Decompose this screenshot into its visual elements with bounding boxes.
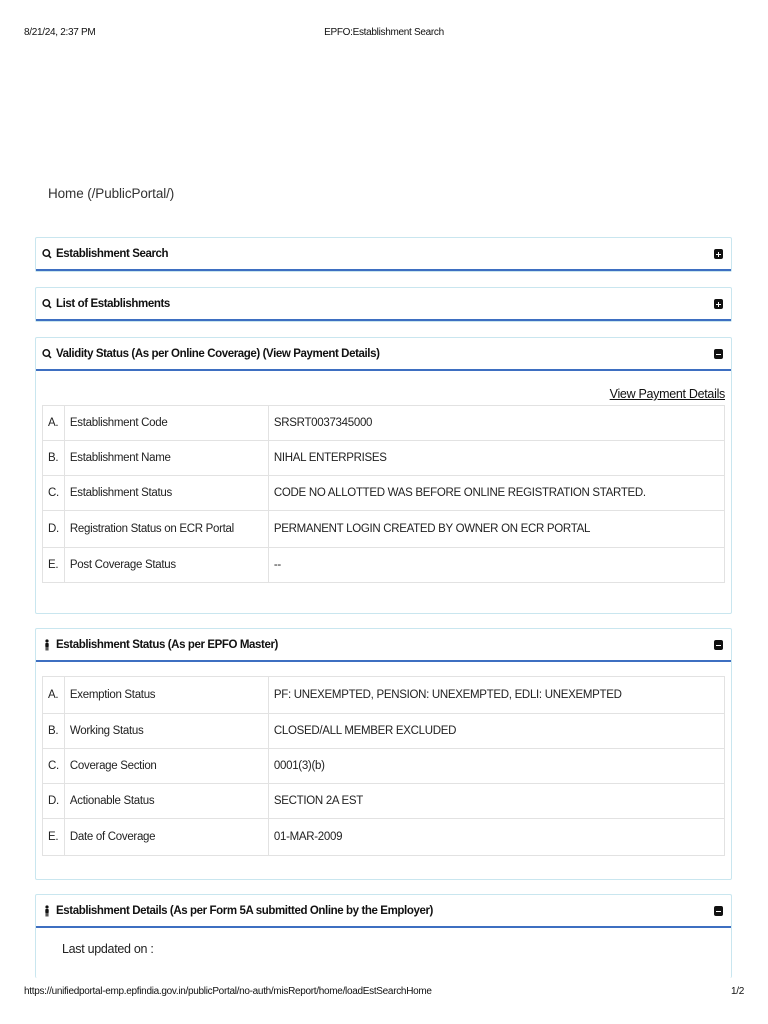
row-value: NIHAL ENTERPRISES [268,441,724,476]
table-row [43,406,725,441]
panel-body [36,371,731,583]
table-row [43,476,725,511]
expand-icon[interactable] [714,249,723,259]
row-label: Coverage Section [64,749,268,784]
panel-establishment-details [35,894,732,978]
panel-heading-establishment-search[interactable] [36,238,731,271]
table-row [43,714,725,749]
row-value: CODE NO ALLOTTED WAS BEFORE ONLINE REGISTRATION STARTED. [268,476,724,511]
row-label: Exemption Status [64,677,268,714]
row-letter: E. [43,548,65,583]
row-value: 0001(3)(b) [268,749,724,784]
row-value: SECTION 2A EST [268,784,724,819]
collapse-icon[interactable] [714,640,723,650]
panel-epfo-master-status [35,628,732,880]
row-letter: E. [43,819,65,856]
panel-heading-establishment-details[interactable] [36,895,731,928]
panel-title: List of Establishments [56,297,170,310]
panel-title: Establishment Details (As per Form 5A submitted Online by the Employer) [56,904,433,917]
print-url: https://unifiedportal-emp.epfindia.gov.in/publicPortal/no-auth/misReport/home/loadEstSearchHome [24,986,432,997]
row-value: SRSRT0037345000 [268,406,724,441]
expand-icon[interactable] [714,299,723,309]
panel-heading-epfo-master-status[interactable] [36,629,731,662]
row-label: Post Coverage Status [64,548,268,583]
panel-title: Establishment Search [56,247,169,260]
table-row [43,548,725,583]
epfo-master-table [42,676,725,856]
validity-status-table [42,405,725,583]
panel-title: Validity Status (As per Online Coverage) (View Payment Details) [56,347,380,360]
row-value: PF: UNEXEMPTED, PENSION: UNEXEMPTED, EDLI: UNEXEMPTED [268,677,724,714]
row-letter: D. [43,784,65,819]
row-letter: D. [43,511,65,548]
table-row [43,511,725,548]
print-header [0,27,768,41]
print-page-number: 1/2 [730,986,744,997]
collapse-icon[interactable] [714,349,723,359]
row-label: Establishment Name [64,441,268,476]
row-label: Actionable Status [64,784,268,819]
panel-title: Establishment Status (As per EPFO Master) [56,638,278,651]
person-icon [42,905,52,917]
row-value: PERMANENT LOGIN CREATED BY OWNER ON ECR PORTAL [268,511,724,548]
row-label: Establishment Code [64,406,268,441]
row-value: 01-MAR-2009 [268,819,724,856]
row-letter: B. [43,441,65,476]
row-letter: A. [43,406,65,441]
table-row [43,784,725,819]
row-label: Establishment Status [64,476,268,511]
row-label: Registration Status on ECR Portal [64,511,268,548]
table-row [43,819,725,856]
row-letter: A. [43,677,65,714]
search-icon [42,248,52,260]
search-icon [42,348,52,360]
table-row [43,441,725,476]
print-footer [0,986,768,1000]
last-updated-label: Last updated on : [62,942,154,956]
table-row [43,677,725,714]
row-letter: B. [43,714,65,749]
panel-validity-status [35,337,732,614]
breadcrumb-home-link[interactable]: Home (/PublicPortal/) [48,186,175,201]
print-page-title: EPFO:Establishment Search [324,27,444,38]
search-icon [42,298,52,310]
row-label: Working Status [64,714,268,749]
print-datetime: 8/21/24, 2:37 PM [24,27,96,38]
panel-body [36,662,731,856]
row-label: Date of Coverage [64,819,268,856]
view-payment-details-link[interactable]: View Payment Details [609,387,725,401]
table-row [43,749,725,784]
panel-establishment-search [35,237,732,272]
row-value: -- [268,548,724,583]
row-letter: C. [43,476,65,511]
person-icon [42,639,52,651]
panel-heading-validity-status[interactable] [36,338,731,371]
collapse-icon[interactable] [714,906,723,916]
panel-list-of-establishments [35,287,732,322]
row-letter: C. [43,749,65,784]
panel-heading-list-of-establishments[interactable] [36,288,731,321]
row-value: CLOSED/ALL MEMBER EXCLUDED [268,714,724,749]
